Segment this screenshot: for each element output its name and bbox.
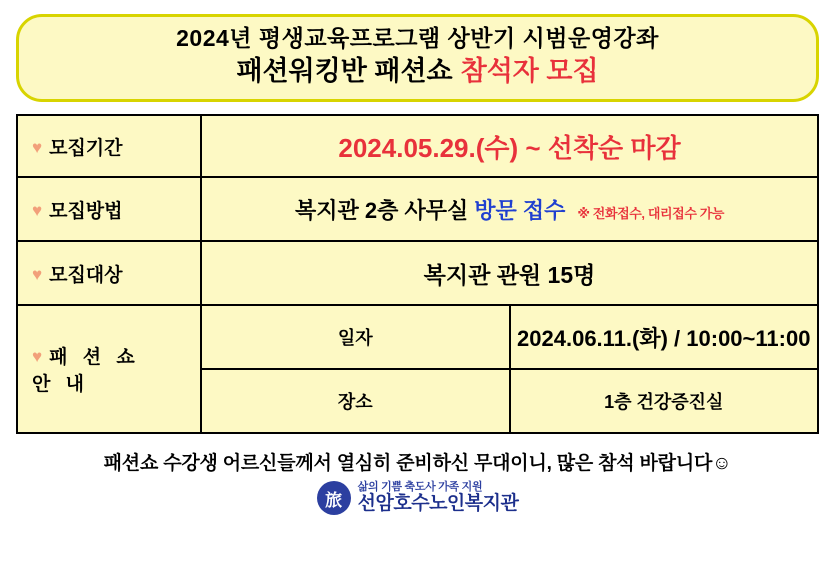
value-method-main: 복지관 2층 사무실: [294, 197, 469, 223]
organization-logo: [16, 481, 819, 515]
logo-name: 선암호수노인복지관: [357, 492, 519, 514]
table-row-period: [17, 115, 818, 177]
footer-note: 패션쇼 수강생 어르신들께서 열심히 준비하신 무대이니, 많은 참석 바랍니다☺: [103, 453, 732, 474]
value-show-date: 2024.06.11.(화) / 10:00~11:00: [510, 305, 819, 369]
label-fashion-show-line1: 패 션 쇼: [49, 347, 140, 368]
heart-icon: ♥: [32, 137, 43, 157]
value-method-note: ※ 전화접수, 대리접수 가능: [577, 205, 725, 221]
value-period: 2024.05.29.(수) ~ 선착순 마감: [201, 115, 818, 177]
table-row-show-date: [17, 305, 818, 369]
label-fashion-show-line2: 안 내: [32, 374, 89, 395]
logo-tagline: 삶의 기쁨 축도사 가족 지원: [357, 481, 483, 494]
sub-label-place: 장소: [201, 369, 510, 433]
label-method-text: 모집방법: [49, 200, 123, 222]
info-table: [16, 114, 819, 434]
banner-subtitle: 2024년 평생교육프로그램 상반기 시범운영강좌: [176, 25, 659, 52]
table-row-target: [17, 241, 818, 305]
value-target: 복지관 관원 15명: [201, 241, 818, 305]
label-method: [17, 177, 201, 241]
value-method-highlight: 방문 접수: [474, 197, 566, 223]
poster-banner: [16, 14, 819, 102]
label-fashion-show: [17, 305, 201, 433]
logo-text: [358, 482, 519, 513]
banner-title-accent: 참석자 모집: [460, 55, 599, 86]
label-period-text: 모집기간: [49, 137, 123, 159]
heart-icon: ♥: [32, 200, 43, 220]
table-row-method: [17, 177, 818, 241]
banner-title: [236, 55, 598, 89]
banner-title-main: 패션워킹반 패션쇼: [236, 55, 453, 86]
value-method: [201, 177, 818, 241]
heart-icon: ♥: [32, 264, 43, 284]
logo-icon: 旅: [317, 481, 351, 515]
label-target-text: 모집대상: [49, 264, 123, 286]
value-show-place: 1층 건강증진실: [510, 369, 819, 433]
sub-label-date: 일자: [201, 305, 510, 369]
label-period: [17, 115, 201, 177]
label-target: [17, 241, 201, 305]
heart-icon: ♥: [32, 347, 43, 366]
